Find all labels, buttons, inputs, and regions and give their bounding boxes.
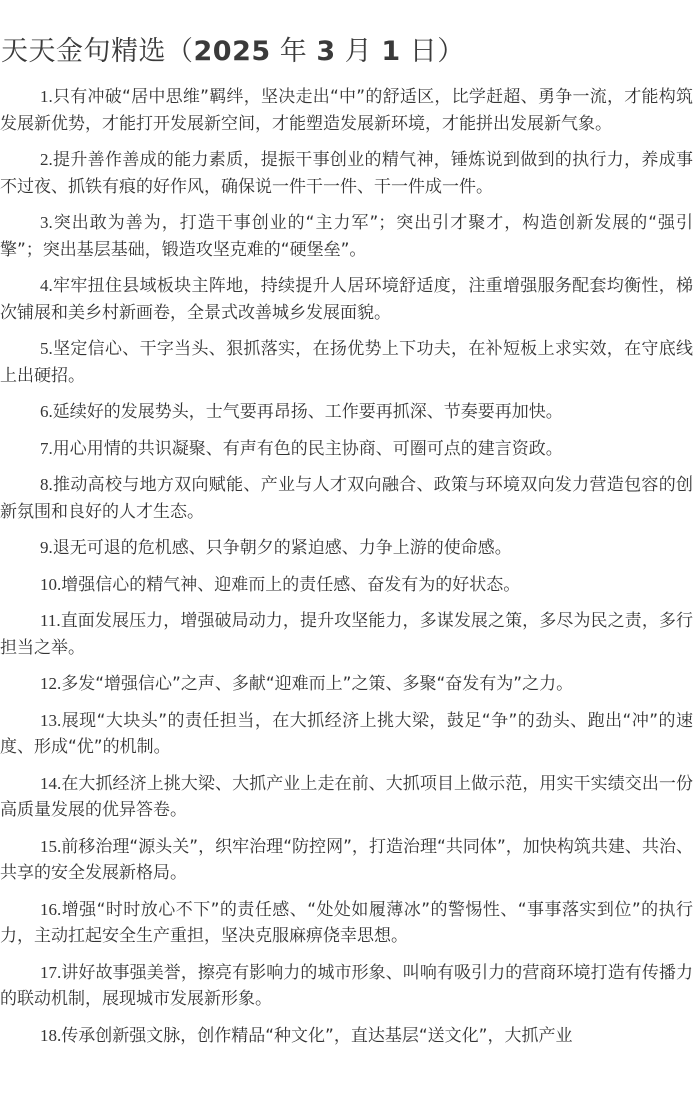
quote-number: 4. (40, 276, 53, 295)
quote-item (0, 834, 693, 887)
quote-text: 用心用情的共识凝聚、有声有色的民主协商、可圈可点的建言资政。 (52, 438, 563, 459)
quote-item (0, 336, 693, 389)
quote-text: 前移治理“源头关”，织牢治理“防控网”，打造治理“共同体”，加快构筑共建、共治、共享的安全发展新格局。 (0, 836, 693, 883)
quote-item (0, 147, 693, 200)
quote-item (0, 399, 693, 426)
title-year-unit: 年 (279, 36, 308, 67)
quote-text: 直面发展压力，增强破局动力，提升攻坚能力，多谋发展之策，多尽为民之责，多行担当之举。 (0, 611, 693, 658)
quote-text: 在大抓经济上挑大梁、大抓产业上走在前、大抓项目上做示范，用实干实绩交出一份高质量发展的优异答卷。 (0, 773, 693, 820)
title-day-unit: 日） (409, 36, 465, 67)
quote-item (0, 771, 693, 824)
quote-text: 牢牢扭住县域板块主阵地，持续提升人居环境舒适度，注重增强服务配套均衡性，梯次铺展和美乡村新画卷，全景式改善城乡发展面貌。 (0, 276, 693, 323)
quote-text: 坚定信心、干字当头、狠抓落实，在扬优势上下功夫，在补短板上求实效，在守底线上出硬招。 (0, 339, 693, 386)
quote-number: 10. (40, 574, 62, 594)
quote-item (0, 84, 693, 137)
quote-item (0, 273, 693, 326)
quote-number: 9. (40, 538, 53, 557)
quote-item (0, 472, 693, 525)
quote-item (0, 210, 693, 263)
title-year: 2025 (193, 36, 271, 67)
quote-item (0, 1023, 693, 1050)
quote-number: 2. (40, 150, 53, 169)
quote-text: 退无可退的危机感、只争朝夕的紧迫感、力争上游的使命感。 (52, 538, 512, 558)
quote-number: 3. (40, 213, 53, 232)
quote-item (0, 708, 693, 761)
quote-number: 7. (40, 438, 53, 458)
quote-list (0, 84, 693, 1049)
quote-item (0, 897, 693, 950)
quote-number: 15. (40, 836, 62, 856)
quote-text: 展现“大块头”的责任担当，在大抓经济上挑大梁，鼓足“争”的劲头、跑出“冲”的速度、形成“优”的机制。 (0, 710, 693, 757)
title-day: 1 (381, 36, 401, 67)
quote-text: 增强信心的精气神、迎难而上的责任感、奋发有为的好状态。 (61, 574, 521, 595)
quote-text: 多发“增强信心”之声、多献“迎难而上”之策、多聚“奋发有为”之力。 (61, 674, 574, 694)
quote-number: 13. (40, 710, 62, 730)
quote-item (0, 535, 693, 562)
title-month: 3 (316, 36, 336, 67)
quote-item (0, 671, 693, 698)
quote-text: 只有冲破“居中思维”羁绊，坚决走出“中”的舒适区，比学赶超、勇争一流，才能构筑发展新优势，才能打开发展新空间，才能塑造发展新环境，才能拼出发展新气象。 (0, 87, 693, 134)
quote-item (0, 960, 693, 1013)
quote-text: 增强“时时放心不下”的责任感、“处处如履薄冰”的警惕性、“事事落实到位”的执行力，主动扛起安全生产重担，坚决克服麻痹侥幸思想。 (0, 899, 693, 946)
quote-number: 18. (40, 1025, 62, 1045)
quote-text: 延续好的发展势头，士气要再昂扬、工作要再抓深、节奏要再加快。 (52, 402, 563, 422)
quote-text: 讲好故事强美誉，擦亮有影响力的城市形象、叫响有吸引力的营商环境打造有传播力的联动机制，展现城市发展新形象。 (0, 962, 693, 1009)
quote-number: 16. (40, 899, 62, 919)
quote-number: 5. (40, 339, 53, 358)
quote-text: 突出敢为善为，打造干事创业的“主力军”；突出引才聚才，构造创新发展的“强引擎”；突出基层基础，锻造攻坚克难的“硬堡垒”。 (0, 213, 693, 260)
quote-number: 8. (40, 475, 53, 494)
quote-text: 提升善作善成的能力素质，提振干事创业的精气神，锤炼说到做到的执行力，养成事不过夜、抓铁有痕的好作风，确保说一件干一件、干一件成一件。 (0, 150, 693, 197)
quote-item (0, 608, 693, 661)
quote-number: 17. (40, 962, 62, 982)
quote-number: 14. (40, 773, 62, 793)
page-title (0, 0, 693, 70)
quote-number: 6. (40, 402, 53, 421)
quote-text: 推动高校与地方双向赋能、产业与人才双向融合、政策与环境双向发力营造包容的创新氛围和良好的人才生态。 (0, 475, 693, 522)
quote-item (0, 436, 693, 463)
quote-number: 11. (40, 611, 61, 630)
quote-number: 12. (40, 674, 62, 693)
quote-text: 传承创新强文脉，创作精品“种文化”，直达基层“送文化”，大抓产业 (61, 1025, 573, 1046)
quote-number: 1. (40, 87, 53, 106)
title-month-unit: 月 (344, 36, 373, 67)
title-prefix: 天天金句精选（ (1, 36, 194, 67)
quote-item (0, 572, 693, 599)
